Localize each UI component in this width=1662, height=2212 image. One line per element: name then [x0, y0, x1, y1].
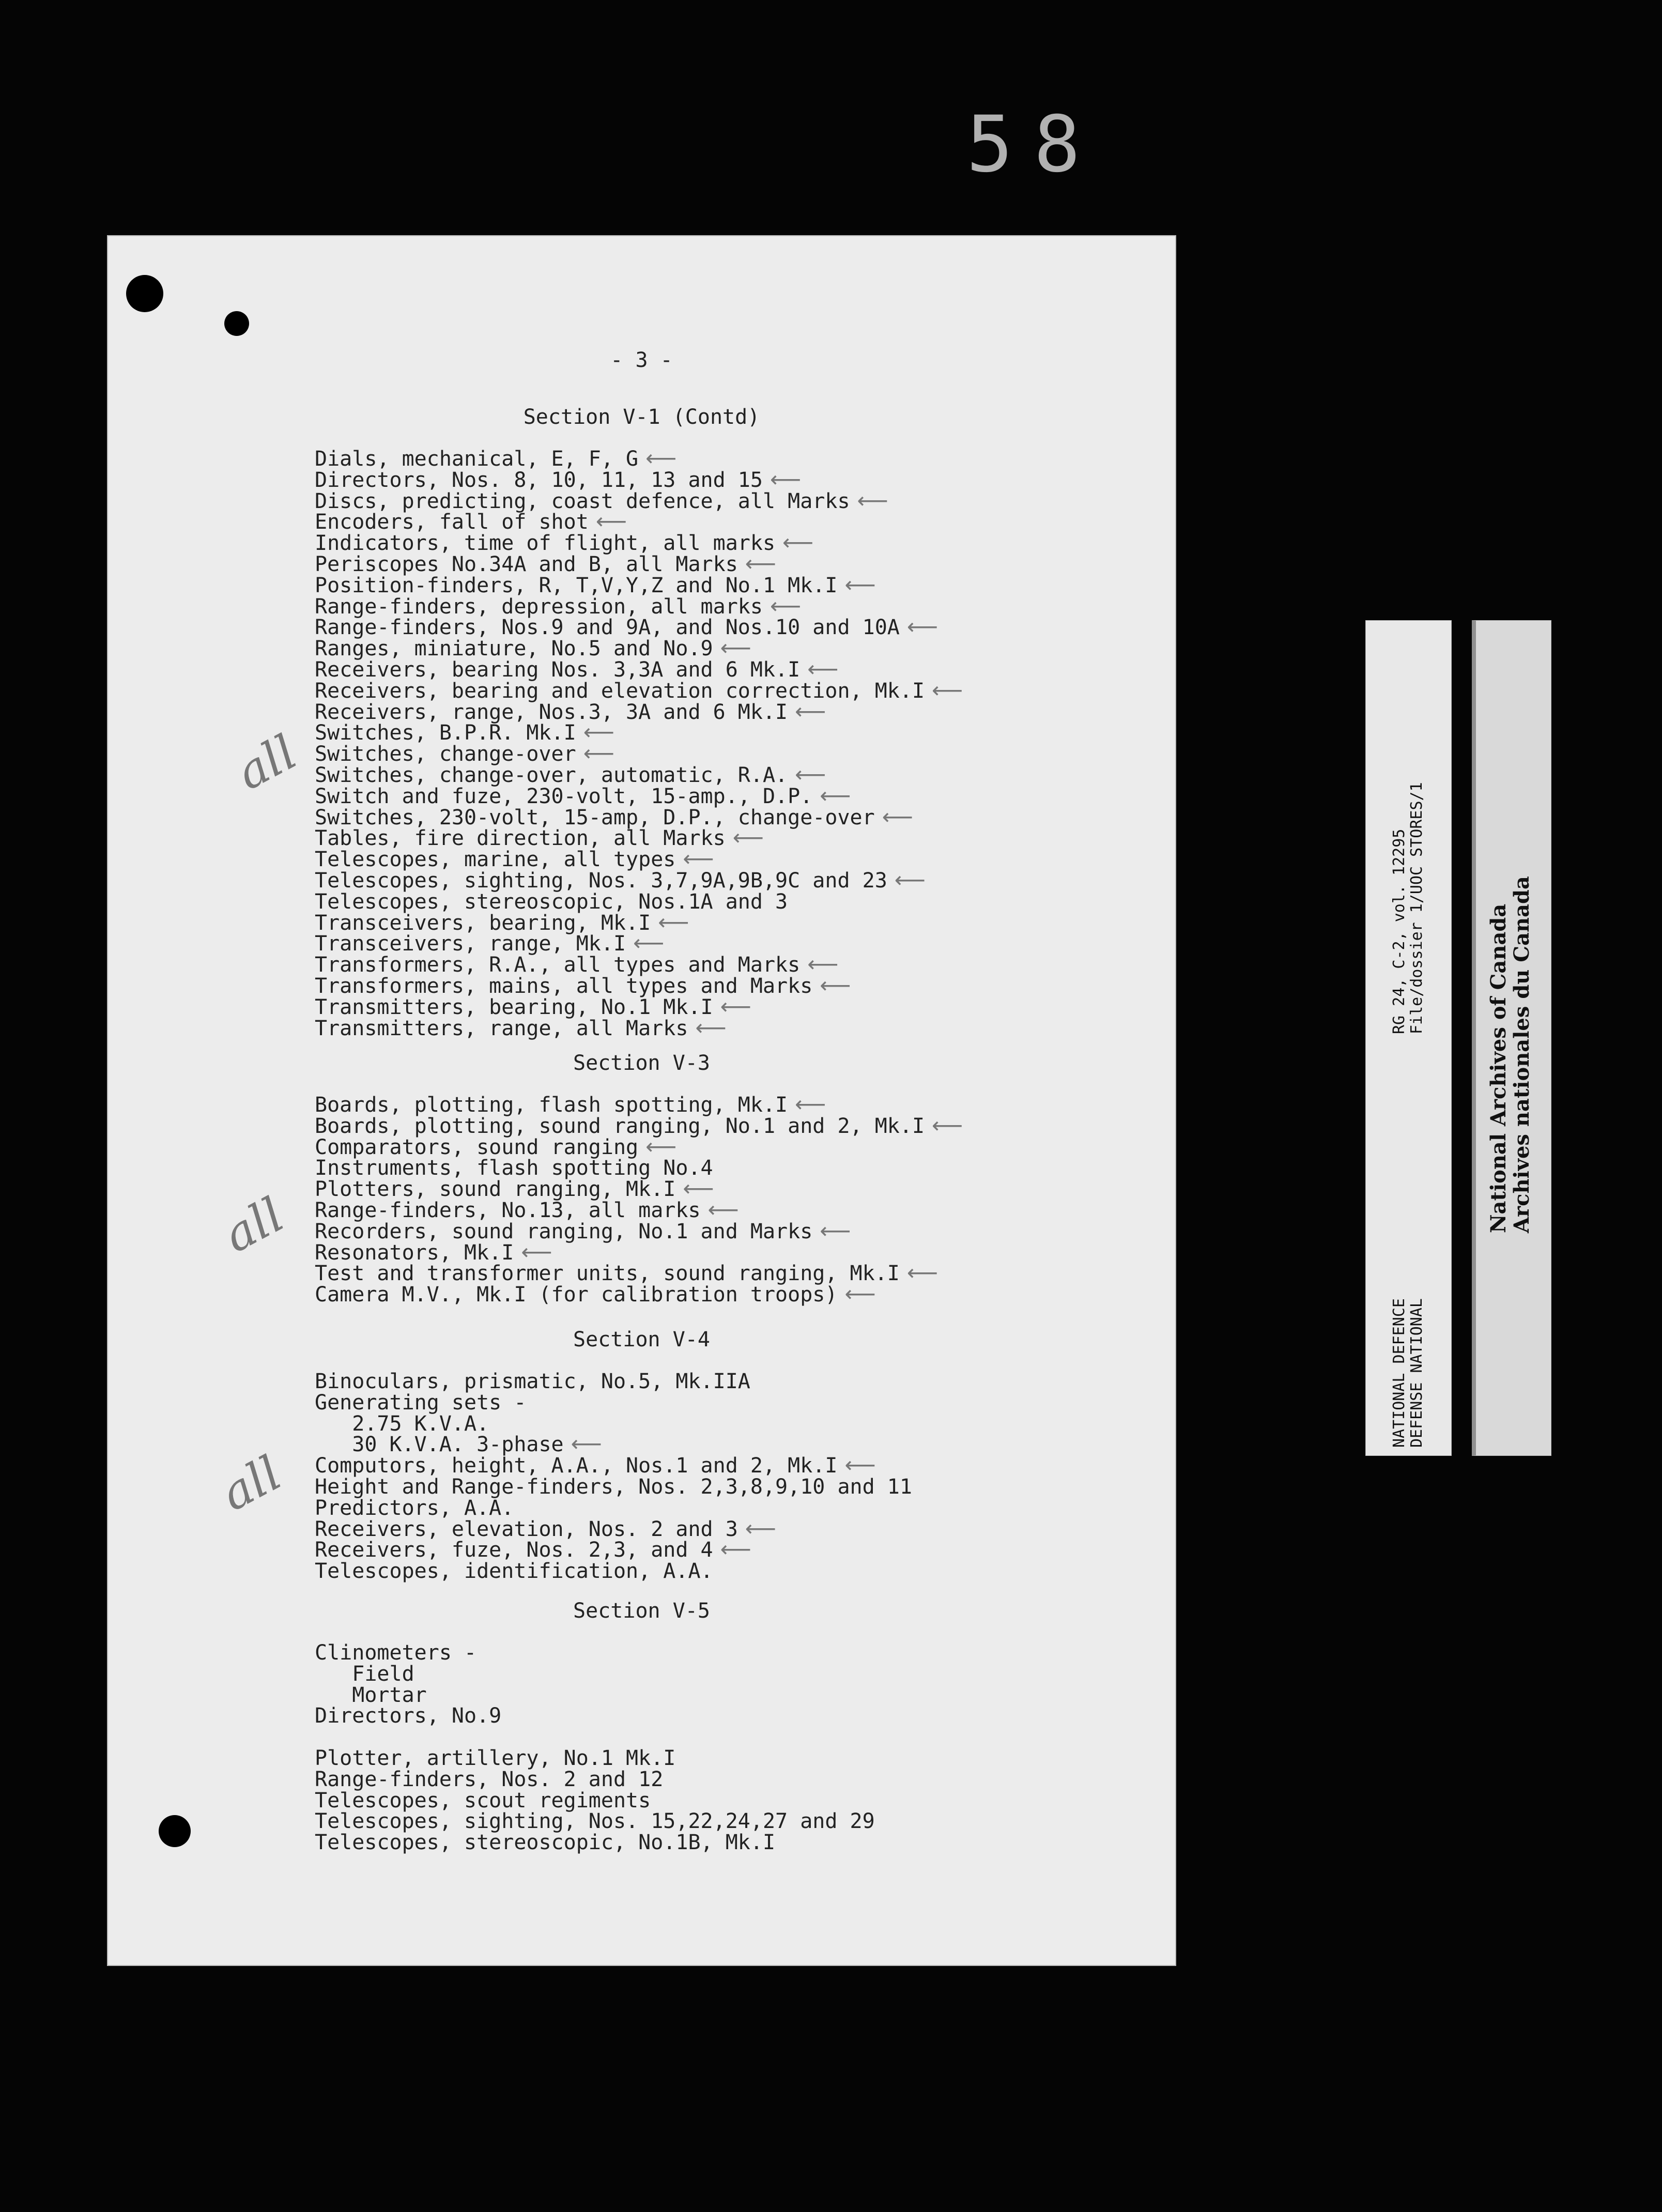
- arrow-icon: ⟵: [583, 741, 614, 766]
- list-item: Plotter, artillery, No.1 Mk.I: [315, 1746, 676, 1770]
- arrow-icon: ⟵: [633, 930, 665, 956]
- arrow-icon: ⟵: [695, 1015, 727, 1040]
- arrow-icon: ⟵: [894, 867, 926, 893]
- list-item: Boards, plotting, sound ranging, No.1 and 2, Mk.I ⟵: [315, 1112, 963, 1138]
- list-item: Telescopes, identification, A.A.: [315, 1559, 713, 1584]
- section-v1-list: [315, 448, 963, 1038]
- list-item: Binoculars, prismatic, No.5, Mk.IIA: [315, 1370, 750, 1393]
- arrow-icon: ⟵: [844, 1452, 876, 1478]
- section-title-v1: Section V-1 (Contd): [523, 405, 760, 429]
- list-item: Field: [315, 1662, 414, 1686]
- list-item: Tables, fire direction, all Marks ⟵: [315, 825, 764, 851]
- list-item: Dials, mechanical, E, F, G ⟵: [315, 446, 677, 471]
- list-item: Clinometers -: [315, 1641, 477, 1665]
- list-item: Instruments, flash spotting No.4: [315, 1156, 713, 1180]
- arrow-icon: ⟵: [906, 1260, 938, 1286]
- arrow-icon: ⟵: [795, 698, 826, 724]
- arrow-icon: ⟵: [770, 466, 802, 492]
- list-item: Mortar: [315, 1683, 427, 1707]
- arrow-icon: ⟵: [882, 804, 913, 830]
- list-item: Switches, change-over ⟵: [315, 741, 614, 766]
- list-item: Receivers, range, Nos.3, 3A and 6 Mk.I ⟵: [315, 698, 826, 724]
- arrow-icon: ⟵: [807, 951, 839, 977]
- arrow-icon: ⟵: [732, 825, 764, 851]
- list-item: Predictors, A.A.: [315, 1496, 514, 1520]
- list-item: Switches, 230-volt, 15-amp, D.P., change-over ⟵: [315, 804, 913, 830]
- list-item: Position-finders, R, T,V,Y,Z and No.1 Mk.I ⟵: [315, 572, 876, 597]
- handwritten-note-2: all: [214, 1187, 293, 1264]
- handwritten-note-1: all: [227, 724, 306, 801]
- arrow-icon: ⟵: [720, 635, 751, 661]
- archives-canada-en: National Archives of Canada: [1486, 903, 1511, 1233]
- arrow-icon: ⟵: [645, 1133, 677, 1159]
- list-item: Receivers, elevation, Nos. 2 and 3 ⟵: [315, 1515, 777, 1541]
- list-item: Indicators, time of flight, all marks ⟵: [315, 530, 814, 556]
- list-item: Computors, height, A.A., Nos.1 and 2, Mk.I ⟵: [315, 1452, 876, 1478]
- stamp-file-line: File/dossier 1/UOC STORES/1: [1408, 782, 1426, 1034]
- document-page: [107, 235, 1176, 1966]
- list-item: Recorders, sound ranging, No.1 and Marks ⟵: [315, 1218, 851, 1243]
- punch-hole-top-left: [126, 275, 163, 312]
- arrow-icon: ⟵: [571, 1431, 602, 1457]
- punch-hole-top-small: [224, 311, 249, 336]
- arrow-icon: ⟵: [820, 972, 851, 998]
- arrow-icon: ⟵: [795, 1092, 826, 1117]
- list-item: Telescopes, marine, all types ⟵: [315, 846, 714, 872]
- arrow-icon: ⟵: [521, 1239, 552, 1265]
- arrow-icon: ⟵: [658, 909, 689, 935]
- list-item: Camera M.V., Mk.I (for calibration troops) ⟵: [315, 1281, 876, 1307]
- stamp-defense-nationale: DEFENSE NATIONAL: [1408, 1298, 1426, 1448]
- list-item: Ranges, miniature, No.5 and No.9 ⟵: [315, 635, 751, 661]
- punch-hole-bottom-left: [159, 1815, 191, 1847]
- list-item: Transceivers, range, Mk.I ⟵: [315, 930, 665, 956]
- arrow-icon: ⟵: [782, 530, 814, 556]
- list-item: Range-finders, No.13, all marks ⟵: [315, 1196, 739, 1222]
- list-item: [315, 1726, 882, 1747]
- arrow-icon: ⟵: [820, 782, 851, 808]
- section-v3-list: [315, 1094, 963, 1305]
- list-item: Range-finders, Nos.9 and 9A, and Nos.10 and 10A ⟵: [315, 614, 938, 640]
- arrow-icon: ⟵: [807, 656, 839, 682]
- archives-canada-fr: Archives nationales du Canada: [1510, 876, 1534, 1233]
- section-title-v5: Section V-5: [573, 1599, 710, 1623]
- page-number: - 3 -: [610, 348, 673, 372]
- archives-label-strip: [1472, 620, 1551, 1456]
- list-item: Transceivers, bearing, Mk.I ⟵: [315, 909, 689, 935]
- list-item: Switch and fuze, 230-volt, 15-amp., D.P. ⟵: [315, 782, 851, 808]
- archive-stamp-strip: [1365, 620, 1452, 1456]
- stamp-rg-line: RG 24, C-2, vol. 12295: [1390, 828, 1408, 1034]
- list-item: Telescopes, sighting, Nos. 15,22,24,27 and 29: [315, 1809, 875, 1834]
- list-item: Transformers, mains, all types and Marks ⟵: [315, 972, 851, 998]
- section-v5-list: [315, 1642, 882, 1853]
- list-item: Telescopes, scout regiments: [315, 1788, 651, 1812]
- arrow-icon: ⟵: [844, 572, 876, 597]
- arrow-icon: ⟵: [745, 550, 777, 576]
- list-item: Generating sets -: [315, 1390, 527, 1415]
- frame-number: 58: [966, 100, 1101, 190]
- list-item: Receivers, fuze, Nos. 2,3, and 4 ⟵: [315, 1537, 751, 1562]
- arrow-icon: ⟵: [770, 593, 802, 619]
- arrow-icon: ⟵: [645, 446, 677, 471]
- list-item: Receivers, bearing and elevation correction, Mk.I ⟵: [315, 677, 963, 703]
- list-item: Plotters, sound ranging, Mk.I ⟵: [315, 1176, 714, 1202]
- section-title-v4: Section V-4: [573, 1328, 710, 1351]
- list-item: 30 K.V.A. 3-phase ⟵: [315, 1431, 602, 1457]
- list-item: Directors, No.9: [315, 1704, 502, 1728]
- arrow-icon: ⟵: [745, 1515, 777, 1541]
- list-item: Transmitters, bearing, No.1 Mk.I ⟵: [315, 993, 751, 1019]
- list-item: Comparators, sound ranging ⟵: [315, 1133, 677, 1159]
- arrow-icon: ⟵: [820, 1218, 851, 1243]
- arrow-icon: ⟵: [683, 1176, 714, 1202]
- list-item: Receivers, bearing Nos. 3,3A and 6 Mk.I ⟵: [315, 656, 839, 682]
- arrow-icon: ⟵: [683, 846, 714, 872]
- list-item: Switches, B.P.R. Mk.I ⟵: [315, 719, 614, 745]
- arrow-icon: ⟵: [707, 1196, 739, 1222]
- list-item: Periscopes No.34A and B, all Marks ⟵: [315, 550, 777, 576]
- list-item: 2.75 K.V.A.: [315, 1411, 489, 1436]
- section-title-v3: Section V-3: [573, 1051, 710, 1075]
- arrow-icon: ⟵: [795, 761, 826, 787]
- arrow-icon: ⟵: [583, 719, 614, 745]
- list-item: Range-finders, Nos. 2 and 12: [315, 1767, 664, 1791]
- list-item: Telescopes, stereoscopic, No.1B, Mk.I: [315, 1831, 776, 1855]
- list-item: Transmitters, range, all Marks ⟵: [315, 1015, 727, 1040]
- list-item: Range-finders, depression, all marks ⟵: [315, 593, 802, 619]
- list-item: Switches, change-over, automatic, R.A. ⟵: [315, 761, 826, 787]
- arrow-icon: ⟵: [932, 677, 963, 703]
- arrow-icon: ⟵: [720, 993, 751, 1019]
- list-item: Transformers, R.A., all types and Marks ⟵: [315, 951, 839, 977]
- handwritten-note-3: all: [212, 1445, 290, 1522]
- arrow-icon: ⟵: [844, 1281, 876, 1307]
- list-item: Resonators, Mk.I ⟵: [315, 1239, 552, 1265]
- list-item: Discs, predicting, coast defence, all Marks ⟵: [315, 487, 888, 513]
- arrow-icon: ⟵: [857, 487, 888, 513]
- arrow-icon: ⟵: [595, 509, 627, 534]
- arrow-icon: ⟵: [720, 1537, 751, 1562]
- section-v4-list: [315, 1370, 919, 1584]
- arrow-icon: ⟵: [932, 1112, 963, 1138]
- list-item: Telescopes, sighting, Nos. 3,7,9A,9B,9C and 23 ⟵: [315, 867, 926, 893]
- list-item: Height and Range-finders, Nos. 2,3,8,9,10 and 11: [315, 1474, 912, 1499]
- list-item: Encoders, fall of shot ⟵: [315, 509, 627, 534]
- list-item: Telescopes, stereoscopic, Nos.1A and 3: [315, 889, 788, 914]
- arrow-icon: ⟵: [906, 614, 938, 640]
- list-item: Boards, plotting, flash spotting, Mk.I ⟵: [315, 1092, 826, 1117]
- stamp-national-defence: NATIONAL DEFENCE: [1390, 1298, 1408, 1448]
- list-item: Directors, Nos. 8, 10, 11, 13 and 15 ⟵: [315, 466, 802, 492]
- list-item: Test and transformer units, sound ranging, Mk.I ⟵: [315, 1260, 938, 1286]
